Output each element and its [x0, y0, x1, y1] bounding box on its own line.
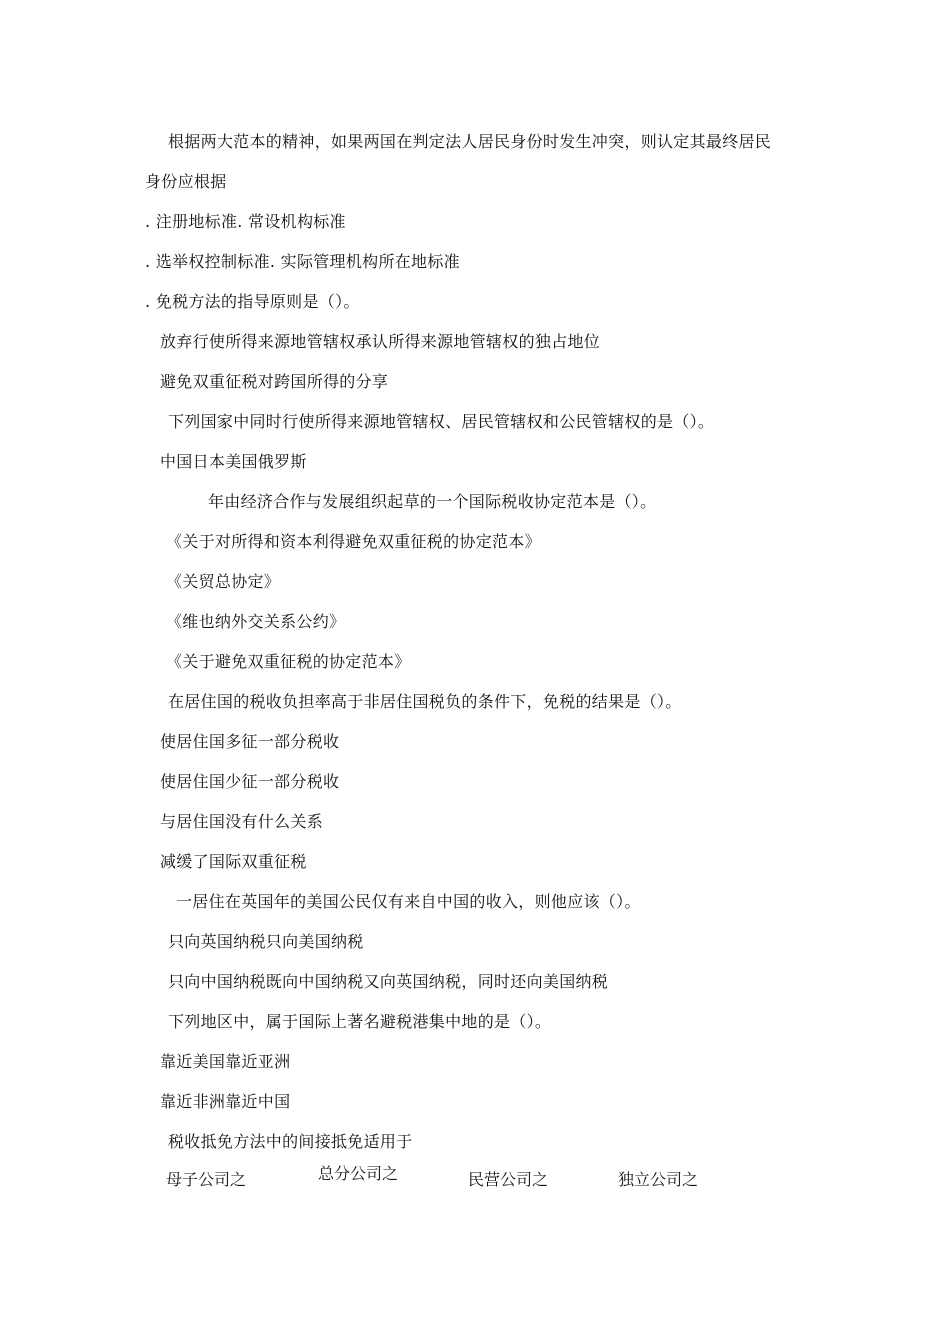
option-line: 中国日本美国俄罗斯 [160, 452, 307, 471]
option-fragment: 独立公司之 [618, 1170, 699, 1189]
option-fragment: 总分公司之 [318, 1164, 399, 1183]
option-line: 靠近非洲靠近中国 [160, 1092, 291, 1111]
question-text: . 免税方法的指导原则是（）。 [145, 292, 360, 311]
option-line: 只向中国纳税既向中国纳税又向英国纳税，同时还向美国纳税 [168, 972, 609, 991]
option-line: 靠近美国靠近亚洲 [160, 1052, 291, 1071]
question-text: 根据两大范本的精神，如果两国在判定法人居民身份时发生冲突，则认定其最终居民 [168, 132, 772, 151]
option-fragment: 母子公司之 [166, 1170, 247, 1189]
option-line: 与居住国没有什么关系 [160, 812, 324, 831]
option-line: 避免双重征税对跨国所得的分享 [160, 372, 389, 391]
option-line: 《关于避免双重征税的协定范本》 [166, 652, 411, 671]
question-text: 在居住国的税收负担率高于非居住国税负的条件下，免税的结果是（）。 [168, 692, 682, 711]
option-line: 放弃行使所得来源地管辖权承认所得来源地管辖权的独占地位 [160, 332, 601, 351]
option-line: 《维也纳外交关系公约》 [166, 612, 346, 631]
question-text: 下列国家中同时行使所得来源地管辖权、居民管辖权和公民管辖权的是（）。 [168, 412, 715, 431]
question-text: 下列地区中，属于国际上著名避税港集中地的是（）。 [168, 1012, 552, 1031]
option-line: 使居住国少征一部分税收 [160, 772, 340, 791]
question-text: 年由经济合作与发展组织起草的一个国际税收协定范本是（）。 [208, 492, 657, 511]
question-text: 税收抵免方法中的间接抵免适用于 [168, 1132, 413, 1151]
option-fragment: 民营公司之 [468, 1170, 549, 1189]
question-text: 一居住在英国年的美国公民仅有来自中国的收入，则他应该（）。 [176, 892, 641, 911]
option-line: 使居住国多征一部分税收 [160, 732, 340, 751]
cut-off-options-row [0, 1164, 950, 1189]
option-line: 减缓了国际双重征税 [160, 852, 307, 871]
question-text-continued: 身份应根据 [145, 172, 227, 191]
option-line: 《关贸总协定》 [166, 572, 281, 591]
option-line: . 注册地标准. 常设机构标准 [145, 212, 346, 231]
option-line: 《关于对所得和资本利得避免双重征税的协定范本》 [166, 532, 541, 551]
option-line: 只向英国纳税只向美国纳税 [168, 932, 364, 951]
option-line: . 选举权控制标准. 实际管理机构所在地标准 [145, 252, 460, 271]
